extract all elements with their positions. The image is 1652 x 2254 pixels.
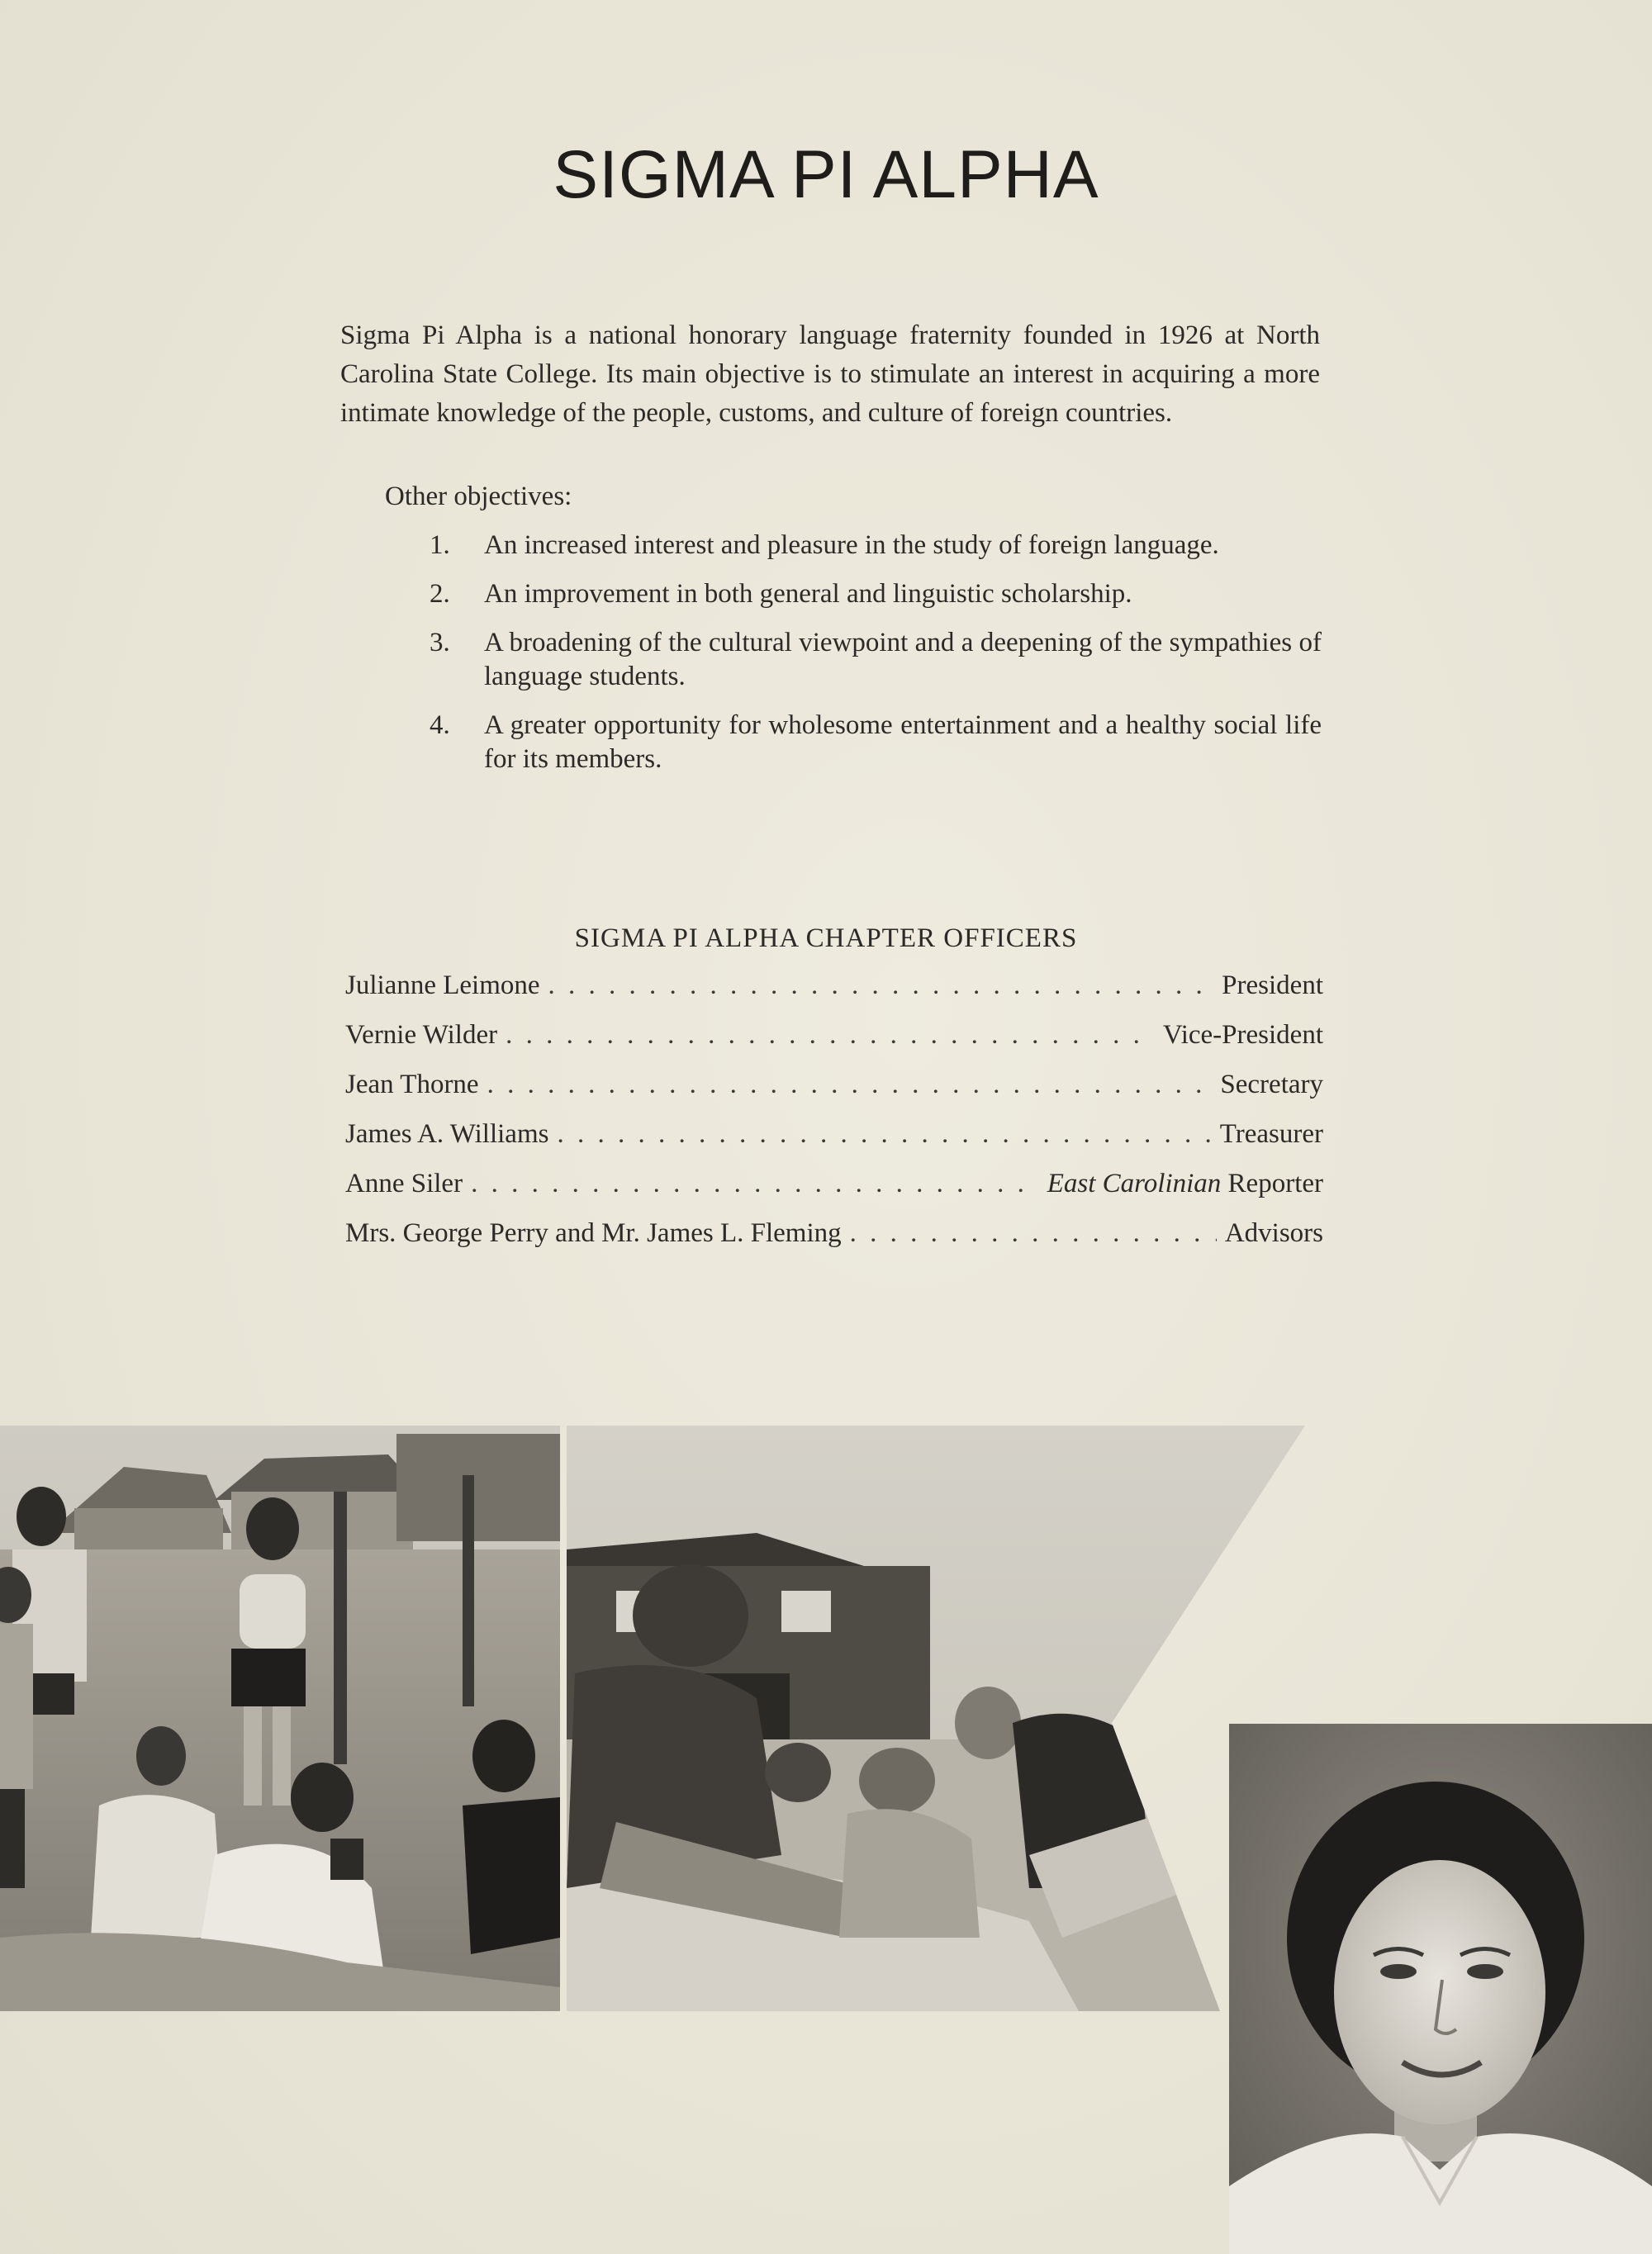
officer-role	[1222, 970, 1323, 1001]
officer-row	[345, 1020, 1323, 1070]
other-objectives-heading: Other objectives:	[385, 482, 572, 511]
objective-item	[430, 529, 1322, 562]
objectives-list	[430, 529, 1322, 791]
intro-paragraph: Sigma Pi Alpha is a national honorary language fraternity founded in 1926 at North Carolina State College. Its main objective is to stimulate an interest in acquiring a more intimate knowledge of the people, customs, and culture of foreign countries.	[340, 320, 1320, 428]
objective-number: 2.	[430, 579, 450, 609]
officers-list	[345, 970, 1323, 1268]
dot-leader	[850, 1218, 1217, 1249]
officers-heading: SIGMA PI ALPHA CHAPTER OFFICERS	[574, 923, 1078, 953]
photo-image	[0, 1426, 560, 2011]
officer-role-text: President	[1222, 970, 1323, 1000]
page-title: SIGMA PI ALPHA	[553, 137, 1099, 212]
officer-role-text: Reporter	[1221, 1169, 1323, 1198]
officer-row	[345, 1218, 1323, 1268]
objective-text: A greater opportunity for wholesome entertainment and a healthy social life for its members.	[484, 710, 1322, 774]
objective-text: A broadening of the cultural viewpoint and a deepening of the sympathies of language students.	[484, 628, 1322, 691]
beach-group-photo-center	[567, 1426, 1305, 2011]
officer-name: Mrs. George Perry and Mr. James L. Fleming	[345, 1218, 842, 1248]
dot-leader	[487, 1070, 1213, 1100]
officer-role	[1220, 1119, 1323, 1150]
objective-item	[430, 626, 1322, 694]
officer-row	[345, 1169, 1323, 1218]
officer-role	[1225, 1218, 1323, 1249]
officer-row	[345, 1070, 1323, 1119]
dot-leader	[557, 1119, 1211, 1150]
photo-image	[567, 1426, 1305, 2011]
officer-role-text: Treasurer	[1219, 1119, 1323, 1149]
dot-leader	[548, 970, 1214, 1001]
officer-role	[1047, 1169, 1323, 1199]
photo-image	[1229, 1724, 1652, 2254]
officer-role-text: Vice-President	[1162, 1020, 1323, 1050]
officer-row	[345, 1119, 1323, 1169]
officer-row	[345, 970, 1323, 1020]
dot-leader	[506, 1020, 1155, 1051]
objective-number: 1.	[430, 530, 450, 560]
objective-text: An improvement in both general and linguistic scholarship.	[484, 579, 1132, 609]
portrait-photo	[1229, 1724, 1652, 2254]
officer-role-italic: East Carolinian	[1047, 1169, 1222, 1198]
officer-name: Jean Thorne	[345, 1070, 479, 1099]
officer-name: Julianne Leimone	[345, 970, 540, 1000]
officer-name: Vernie Wilder	[345, 1020, 498, 1050]
objective-item	[430, 709, 1322, 776]
dot-leader	[471, 1169, 1039, 1199]
officer-name: Anne Siler	[345, 1169, 463, 1198]
objective-item	[430, 577, 1322, 611]
officer-role-text: Advisors	[1224, 1218, 1323, 1248]
officer-role	[1163, 1020, 1323, 1051]
officer-name: James A. Williams	[345, 1119, 549, 1149]
beach-group-photo-left	[0, 1426, 560, 2011]
objective-number: 4.	[430, 710, 450, 740]
officer-role	[1220, 1070, 1323, 1100]
objective-number: 3.	[430, 628, 450, 657]
officer-role-text: Secretary	[1220, 1070, 1323, 1099]
objective-text: An increased interest and pleasure in the study of foreign language.	[484, 530, 1219, 560]
